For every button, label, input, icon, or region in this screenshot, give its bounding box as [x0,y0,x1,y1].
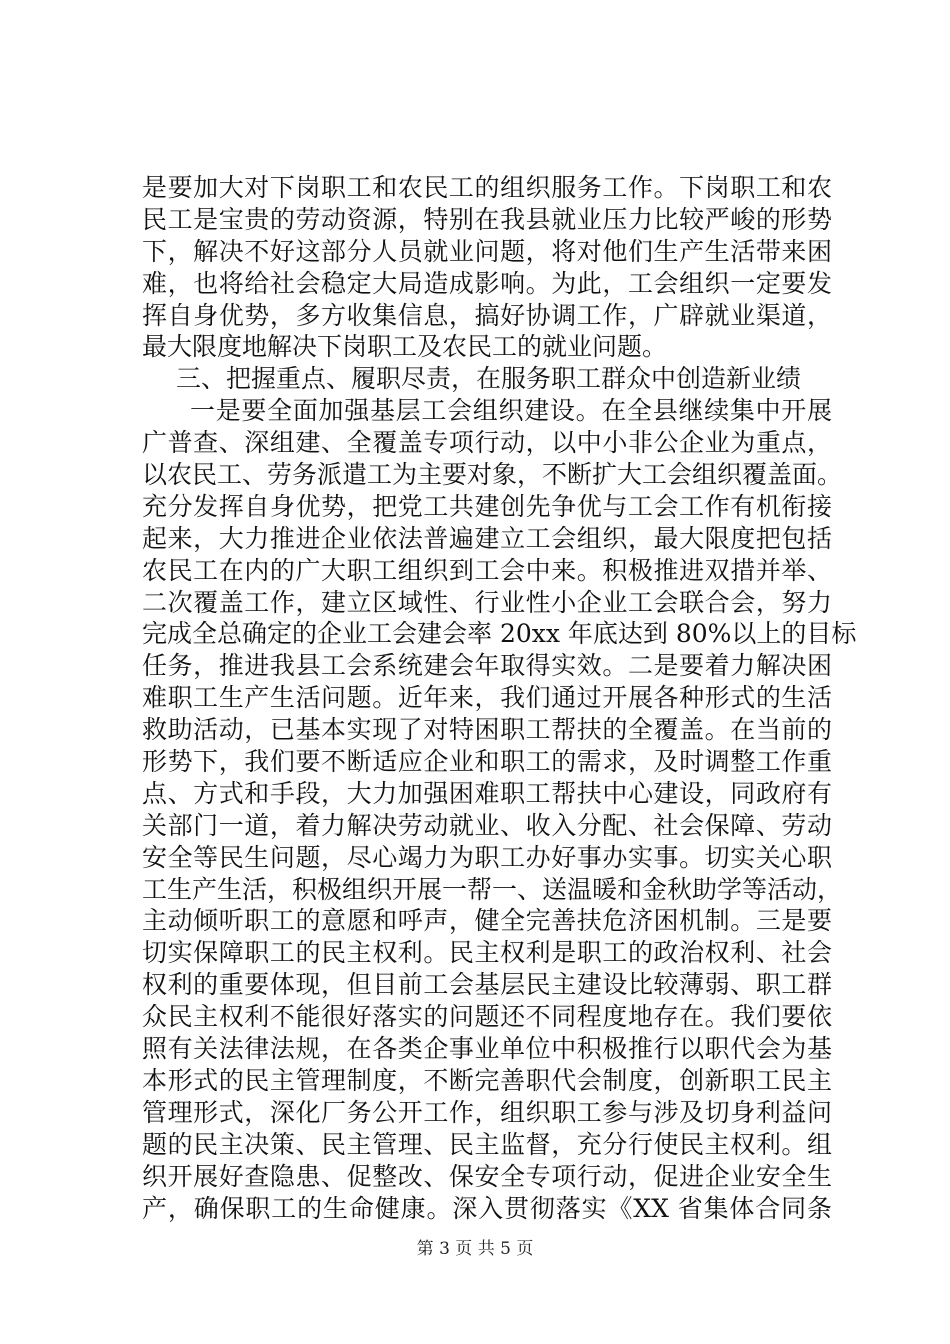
text-line: 主动倾听职工的意愿和呼声，健全完善扶危济困机制。三是要 [142,906,832,936]
text-line: 任务，推进我县工会系统建会年取得实效。二是要着力解决困 [142,651,832,681]
text-line: 是要加大对下岗职工和农民工的组织服务工作。下岗职工和农 [142,173,832,202]
text-line: 二次覆盖工作，建立区域性、行业性小企业工会联合会，努力 [142,587,832,617]
text-line: 权利的重要体现，但目前工会基层民主建设比较薄弱、职工群 [142,970,832,1000]
text-line: 完成全总确定的企业工会建会率 20xx 年底达到 80%以上的目标 [142,619,857,649]
section-heading: 三、把握重点、履职尽责，在服务职工群众中创造新业绩 [176,364,802,394]
text-line: 织开展好查隐患、促整改、保安全专项行动，促进企业安全生 [142,1161,832,1191]
text-line: 关部门一道，着力解决劳动就业、收入分配、社会保障、劳动 [142,810,832,840]
text-line: 安全等民生问题，尽心竭力为职工办好事办实事。切实关心职 [142,842,832,872]
text-line: 照有关法律法规，在各类企事业单位中积极推行以职代会为基 [142,1034,832,1064]
text-line: 救助活动，已基本实现了对特困职工帮扶的全覆盖。在当前的 [142,715,832,745]
text-line: 管理形式，深化厂务公开工作，组织职工参与涉及切身利益问 [142,1097,832,1127]
text-line: 切实保障职工的民主权利。民主权利是职工的政治权利、社会 [142,938,832,968]
text-line: 充分发挥自身优势，把党工共建创先争优与工会工作有机衔接 [142,491,832,521]
body-text [142,172,857,1224]
text-line: 以农民工、劳务派遣工为主要对象，不断扩大工会组织覆盖面。 [142,460,843,490]
text-line: 一是要全面加强基层工会组织建设。在全县继续集中开展 [190,396,832,426]
text-line: 点、方式和手段，大力加强困难职工帮扶中心建设，同政府有 [142,778,832,808]
text-line: 下，解决不好这部分人员就业问题，将对他们生产生活带来困 [142,236,832,266]
text-line: 难职工生产生活问题。近年来，我们通过开展各种形式的生活 [142,683,832,713]
text-line: 农民工在内的广大职工组织到工会中来。积极推进双措并举、 [142,555,832,585]
text-line: 形势下，我们要不断适应企业和职工的需求，及时调整工作重 [142,747,832,777]
text-line: 广普查、深组建、全覆盖专项行动，以中小非公企业为重点， [142,428,832,458]
text-line: 最大限度地解决下岗职工及农民工的就业问题。 [142,332,668,362]
text-line: 众民主权利不能很好落实的问题还不同程度地存在。我们要依 [142,1002,832,1032]
page-footer: 第 3 页 共 5 页 [416,1239,534,1259]
text-line: 起来，大力推进企业依法普遍建立工会组织，最大限度把包括 [142,523,832,553]
text-line: 本形式的民主管理制度，不断完善职代会制度，创新职工民主 [142,1065,832,1095]
text-line: 题的民主决策、民主管理、民主监督，充分行使民主权利。组 [142,1129,832,1159]
text-line: 民工是宝贵的劳动资源，特别在我县就业压力比较严峻的形势 [142,204,832,234]
text-line: 工生产生活，积极组织开展一帮一、送温暖和金秋助学等活动， [142,874,843,904]
text-line: 产，确保职工的生命健康。深入贯彻落实《XX 省集体合同条 [142,1193,832,1223]
text-line: 难，也将给社会稳定大局造成影响。为此，工会组织一定要发 [142,268,832,298]
text-line: 挥自身优势，多方收集信息，搞好协调工作，广辟就业渠道， [142,300,832,330]
